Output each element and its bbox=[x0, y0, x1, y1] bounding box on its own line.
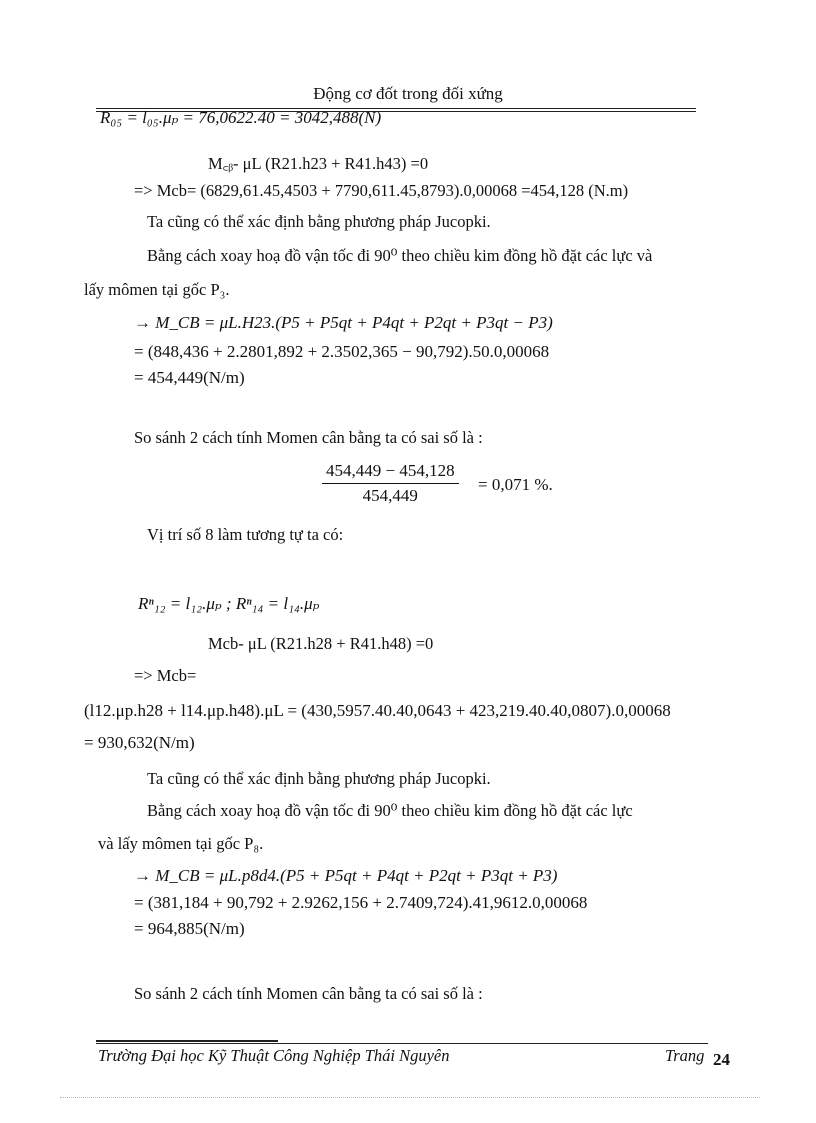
equation-moment-balance-1: M꜀ᵦ- μL (R21.h23 + R41.h43) =0 bbox=[208, 154, 429, 173]
paragraph-jucopki-1: Ta cũng có thể xác định bằng phương pháp Jucopki. bbox=[147, 212, 491, 231]
paragraph-rotate-1: Bằng cách xoay hoạ đồ vận tốc đi 90⁰ theo chiều kim đồng hồ đặt các lực và bbox=[147, 246, 653, 265]
fraction-result-1: = 0,071 %. bbox=[478, 475, 553, 494]
footer-school-name: Trường Đại học Kỹ Thuật Công Nghiệp Thái Nguyên bbox=[98, 1046, 450, 1065]
paragraph-compare-1: So sánh 2 cách tính Momen cân bằng ta có sai số là : bbox=[134, 428, 483, 447]
equation-mcb-jucopki-2: → M_CB = μL.p8d4.(P5 + P5qt + P4qt + P2qt + P3qt + P3) bbox=[134, 866, 558, 885]
page-header-title: Động cơ đốt trong đối xứng bbox=[313, 84, 503, 103]
paragraph-moment-p3: lấy mômen tại gốc P₃. bbox=[84, 280, 230, 299]
paragraph-position-8: Vị trí số 8 làm tương tự ta có: bbox=[147, 525, 344, 544]
footer-page-label: Trang bbox=[665, 1046, 705, 1065]
equation-rn12-rn14: Rⁿ₁₂ = l₁₂.μₚ ; Rⁿ₁₄ = l₁₄.μₚ bbox=[138, 594, 320, 613]
paragraph-moment-p8: và lấy mômen tại gốc P₈. bbox=[98, 834, 264, 853]
fraction-error-1 bbox=[322, 461, 459, 506]
equation-r05: R₀₅ = l₀₅.μₚ = 76,0622.40 = 3042,488(N) bbox=[100, 108, 382, 127]
paragraph-compare-2: So sánh 2 cách tính Momen cân bằng ta có sai số là : bbox=[134, 984, 483, 1003]
page-bottom-dotted-line bbox=[60, 1097, 760, 1098]
equation-mcb-values-2: = (381,184 + 90,792 + 2.9262,156 + 2.7409,724).41,9612.0,00068 bbox=[134, 893, 588, 912]
fraction-bar bbox=[322, 483, 459, 484]
equation-mcb-value-2: = 930,632(N/m) bbox=[84, 733, 195, 752]
fraction-denominator: 454,449 bbox=[362, 486, 418, 505]
paragraph-rotate-2: Bằng cách xoay hoạ đồ vận tốc đi 90⁰ theo chiều kim đồng hồ đặt các lực bbox=[147, 801, 633, 820]
equation-mcb-value-1: = 454,449(N/m) bbox=[134, 368, 245, 387]
equation-mcb-value-3: = 964,885(N/m) bbox=[134, 919, 245, 938]
equation-moment-balance-2: Mcb- μL (R21.h28 + R41.h48) =0 bbox=[208, 634, 434, 653]
equation-mcb-values-1: = (848,436 + 2.2801,892 + 2.3502,365 − 90,792).50.0,00068 bbox=[134, 342, 550, 361]
equation-mcb-label-2: => Mcb= bbox=[134, 666, 197, 685]
footer-rule-short bbox=[96, 1040, 278, 1042]
footer-rule-long bbox=[96, 1043, 708, 1044]
equation-mcb-jucopki-1: → M_CB = μL.H23.(P5 + P5qt + P4qt + P2qt + P3qt − P3) bbox=[134, 313, 553, 332]
fraction-numerator: 454,449 − 454,128 bbox=[326, 461, 455, 480]
equation-mcb-expanded-2: (l12.μp.h28 + l14.μp.h48).μL = (430,5957.40.40,0643 + 423,219.40.40,0807).0,00068 bbox=[84, 701, 671, 720]
footer-page-number: 24 bbox=[713, 1050, 730, 1069]
paragraph-jucopki-2: Ta cũng có thể xác định bằng phương pháp Jucopki. bbox=[147, 769, 491, 788]
equation-mcb-result-1: => Mcb= (6829,61.45,4503 + 7790,611.45,8793).0,00068 =454,128 (N.m) bbox=[134, 181, 629, 200]
